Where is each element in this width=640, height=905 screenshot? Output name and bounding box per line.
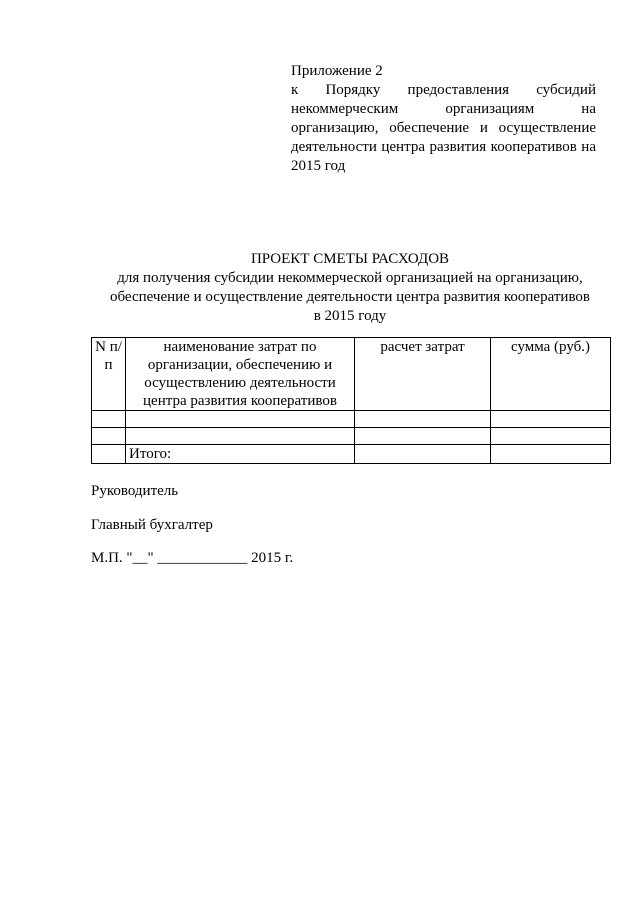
- table-cell: [92, 428, 126, 445]
- appendix-text: к Порядку предоставления субсидий некоммерческим организациям на организацию, обеспечение и осуществление деятельности центра развития кооперативов на 2015 год: [291, 82, 596, 174]
- document-heading: [90, 250, 610, 326]
- estimate-table: [91, 337, 611, 464]
- director-signature-label: Руководитель: [91, 483, 179, 499]
- table-cell: [355, 428, 491, 445]
- stamp-date-line: М.П. "__" ____________ 2015 г.: [91, 550, 294, 566]
- table-cell: [491, 411, 611, 428]
- table-cell: [491, 428, 611, 445]
- header-cost-name: наименование затрат по организации, обеспечению и осуществлению деятельности центра развития кооперативов: [126, 338, 355, 411]
- appendix-title: Приложение 2: [291, 63, 383, 79]
- table-cell: [491, 445, 611, 464]
- table-cell: [92, 445, 126, 464]
- table-cell: [126, 411, 355, 428]
- header-number: N п/п: [92, 338, 126, 411]
- document-subtitle-line-1: для получения субсидии некоммерческой организацией на организацию,: [117, 270, 583, 286]
- table-cell: [355, 411, 491, 428]
- table-header-row: [92, 338, 611, 411]
- table-cell: [355, 445, 491, 464]
- accountant-signature-label: Главный бухгалтер: [91, 517, 213, 533]
- document-subtitle-line-3: в 2015 году: [313, 308, 387, 324]
- header-amount: сумма (руб.): [491, 338, 611, 411]
- document-subtitle-line-2: обеспечение и осуществление деятельности центра развития кооперативов: [109, 289, 591, 305]
- header-cost-calculation: расчет затрат: [355, 338, 491, 411]
- table-row: [92, 411, 611, 428]
- table-cell: [92, 411, 126, 428]
- total-label: Итого:: [126, 445, 355, 464]
- table-row: [92, 428, 611, 445]
- appendix-note: [291, 62, 596, 176]
- table-total-row: [92, 445, 611, 464]
- table-cell: [126, 428, 355, 445]
- document-title: ПРОЕКТ СМЕТЫ РАСХОДОВ: [250, 251, 450, 267]
